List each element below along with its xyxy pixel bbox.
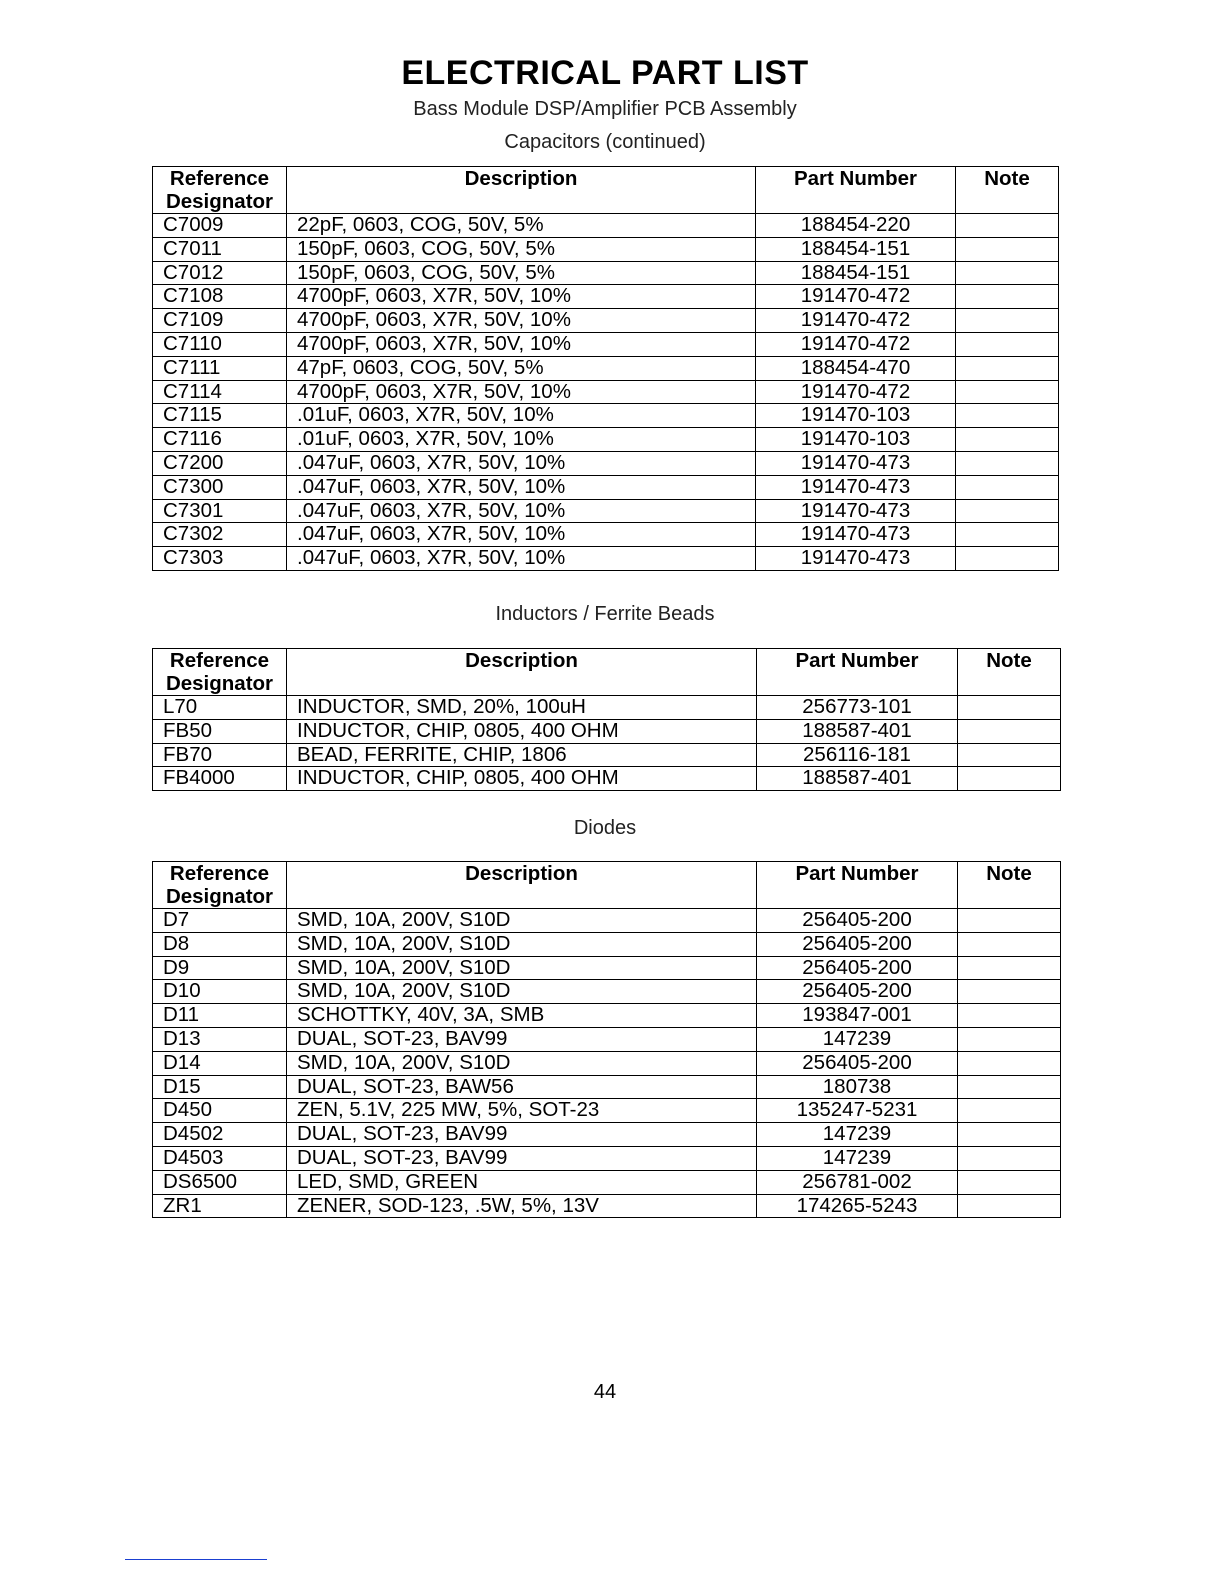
cell-note: [958, 1075, 1061, 1099]
cell-note: [956, 285, 1059, 309]
cell-note: [958, 909, 1061, 933]
cell-description: BEAD, FERRITE, CHIP, 1806: [287, 743, 757, 767]
cell-part-number: 191470-473: [756, 451, 956, 475]
cell-reference-designator: C7301: [153, 499, 287, 523]
cell-note: [958, 1051, 1061, 1075]
cell-reference-designator: C7009: [153, 214, 287, 238]
cell-reference-designator: DS6500: [153, 1170, 287, 1194]
table-row: [153, 214, 1059, 238]
cell-reference-designator: D450: [153, 1099, 287, 1123]
section-heading-inductors: Inductors / Ferrite Beads: [495, 603, 715, 625]
inductors-table: [152, 648, 1061, 791]
cell-description: DUAL, SOT-23, BAV99: [287, 1027, 757, 1051]
cell-note: [958, 719, 1061, 743]
header-description: Description: [287, 649, 757, 696]
cell-description: 47pF, 0603, COG, 50V, 5%: [287, 356, 756, 380]
table-row: [153, 932, 1061, 956]
page-title: ELECTRICAL PART LIST: [401, 54, 809, 92]
cell-part-number: 191470-472: [756, 332, 956, 356]
header-ref-line1: Reference: [169, 862, 270, 885]
header-ref-line1: Reference: [169, 167, 270, 190]
table-row: [153, 356, 1059, 380]
cell-note: [958, 1194, 1061, 1218]
cell-description: .047uF, 0603, X7R, 50V, 10%: [287, 499, 756, 523]
table-row: [153, 719, 1061, 743]
table-header-row: [153, 862, 1061, 909]
table-row: [153, 909, 1061, 933]
cell-description: SMD, 10A, 200V, S10D: [287, 909, 757, 933]
cell-part-number: 256405-200: [757, 932, 958, 956]
header-ref-line2: Designator: [165, 190, 274, 213]
cell-part-number: 256405-200: [757, 980, 958, 1004]
cell-part-number: 191470-472: [756, 285, 956, 309]
cell-reference-designator: C7108: [153, 285, 287, 309]
cell-description: 150pF, 0603, COG, 50V, 5%: [287, 237, 756, 261]
table-row: [153, 1170, 1061, 1194]
header-note: Note: [956, 167, 1059, 214]
cell-description: LED, SMD, GREEN: [287, 1170, 757, 1194]
cell-description: DUAL, SOT-23, BAW56: [287, 1075, 757, 1099]
table-row: [153, 956, 1061, 980]
cell-reference-designator: FB50: [153, 719, 287, 743]
cell-part-number: 174265-5243: [757, 1194, 958, 1218]
cell-part-number: 180738: [757, 1075, 958, 1099]
cell-description: INDUCTOR, SMD, 20%, 100uH: [287, 696, 757, 720]
cell-part-number: 191470-472: [756, 309, 956, 333]
cell-part-number: 188454-220: [756, 214, 956, 238]
cell-description: SCHOTTKY, 40V, 3A, SMB: [287, 1004, 757, 1028]
cell-part-number: 147239: [757, 1027, 958, 1051]
cell-part-number: 256773-101: [757, 696, 958, 720]
table-row: [153, 767, 1061, 791]
cell-part-number: 188587-401: [757, 767, 958, 791]
cell-reference-designator: D14: [153, 1051, 287, 1075]
cell-description: 4700pF, 0603, X7R, 50V, 10%: [287, 332, 756, 356]
cell-reference-designator: C7109: [153, 309, 287, 333]
cell-reference-designator: C7111: [153, 356, 287, 380]
table-row: [153, 743, 1061, 767]
header-reference-designator: [153, 167, 287, 214]
cell-part-number: 191470-103: [756, 428, 956, 452]
cell-part-number: 135247-5231: [757, 1099, 958, 1123]
table-row: [153, 475, 1059, 499]
cell-note: [958, 956, 1061, 980]
cell-reference-designator: D13: [153, 1027, 287, 1051]
cell-part-number: 188454-151: [756, 237, 956, 261]
cell-description: SMD, 10A, 200V, S10D: [287, 932, 757, 956]
cell-description: 4700pF, 0603, X7R, 50V, 10%: [287, 309, 756, 333]
cell-reference-designator: C7303: [153, 547, 287, 571]
cell-note: [956, 499, 1059, 523]
header-note: Note: [958, 649, 1061, 696]
cell-reference-designator: D7: [153, 909, 287, 933]
header-description: Description: [287, 862, 757, 909]
cell-reference-designator: C7012: [153, 261, 287, 285]
capacitors-table: [152, 166, 1059, 571]
header-description: Description: [287, 167, 756, 214]
cell-part-number: 256116-181: [757, 743, 958, 767]
table-row: [153, 261, 1059, 285]
cell-note: [958, 1146, 1061, 1170]
header-part-number: Part Number: [756, 167, 956, 214]
table-row: [153, 451, 1059, 475]
table-row: [153, 285, 1059, 309]
cell-note: [958, 696, 1061, 720]
cell-reference-designator: D9: [153, 956, 287, 980]
header-ref-line2: Designator: [165, 885, 274, 908]
cell-description: INDUCTOR, CHIP, 0805, 400 OHM: [287, 719, 757, 743]
cell-note: [956, 214, 1059, 238]
cell-note: [956, 261, 1059, 285]
diodes-table: [152, 861, 1061, 1218]
cell-part-number: 193847-001: [757, 1004, 958, 1028]
table-row: [153, 980, 1061, 1004]
cell-reference-designator: C7110: [153, 332, 287, 356]
cell-note: [958, 1004, 1061, 1028]
cell-part-number: 256405-200: [757, 909, 958, 933]
cell-description: SMD, 10A, 200V, S10D: [287, 956, 757, 980]
cell-description: SMD, 10A, 200V, S10D: [287, 980, 757, 1004]
cell-description: 4700pF, 0603, X7R, 50V, 10%: [287, 285, 756, 309]
cell-part-number: 256405-200: [757, 956, 958, 980]
cell-description: 4700pF, 0603, X7R, 50V, 10%: [287, 380, 756, 404]
cell-reference-designator: L70: [153, 696, 287, 720]
cell-part-number: 191470-473: [756, 475, 956, 499]
cell-reference-designator: FB70: [153, 743, 287, 767]
section-heading-capacitors: Capacitors (continued): [504, 131, 706, 153]
header-part-number: Part Number: [757, 649, 958, 696]
cell-description: 150pF, 0603, COG, 50V, 5%: [287, 261, 756, 285]
cell-reference-designator: D8: [153, 932, 287, 956]
table-row: [153, 1146, 1061, 1170]
table-body: [153, 909, 1061, 1218]
cell-description: DUAL, SOT-23, BAV99: [287, 1146, 757, 1170]
cell-part-number: 191470-472: [756, 380, 956, 404]
cell-note: [958, 743, 1061, 767]
footer-rule: [125, 1559, 267, 1560]
cell-reference-designator: D10: [153, 980, 287, 1004]
cell-reference-designator: C7114: [153, 380, 287, 404]
table-row: [153, 380, 1059, 404]
cell-description: ZENER, SOD-123, .5W, 5%, 13V: [287, 1194, 757, 1218]
table-row: [153, 1004, 1061, 1028]
cell-part-number: 188587-401: [757, 719, 958, 743]
table-row: [153, 499, 1059, 523]
table-row: [153, 1099, 1061, 1123]
cell-note: [956, 332, 1059, 356]
cell-reference-designator: C7116: [153, 428, 287, 452]
cell-part-number: 147239: [757, 1146, 958, 1170]
table-row: [153, 428, 1059, 452]
cell-description: SMD, 10A, 200V, S10D: [287, 1051, 757, 1075]
table-row: [153, 1194, 1061, 1218]
cell-part-number: 256781-002: [757, 1170, 958, 1194]
cell-description: .047uF, 0603, X7R, 50V, 10%: [287, 451, 756, 475]
table-row: [153, 523, 1059, 547]
cell-note: [958, 767, 1061, 791]
cell-part-number: 188454-151: [756, 261, 956, 285]
header-reference-designator: [153, 862, 287, 909]
cell-note: [958, 1027, 1061, 1051]
table-row: [153, 332, 1059, 356]
cell-description: INDUCTOR, CHIP, 0805, 400 OHM: [287, 767, 757, 791]
cell-description: ZEN, 5.1V, 225 MW, 5%, SOT-23: [287, 1099, 757, 1123]
cell-reference-designator: C7200: [153, 451, 287, 475]
table-header-row: [153, 649, 1061, 696]
table-header-row: [153, 167, 1059, 214]
cell-part-number: 188454-470: [756, 356, 956, 380]
table-body: [153, 696, 1061, 791]
cell-note: [956, 475, 1059, 499]
cell-note: [956, 309, 1059, 333]
cell-reference-designator: D4503: [153, 1146, 287, 1170]
section-heading-diodes: Diodes: [573, 817, 637, 839]
cell-note: [956, 523, 1059, 547]
table-row: [153, 1075, 1061, 1099]
table-row: [153, 309, 1059, 333]
table-row: [153, 237, 1059, 261]
cell-reference-designator: D15: [153, 1075, 287, 1099]
cell-note: [956, 404, 1059, 428]
cell-note: [956, 380, 1059, 404]
header-ref-line1: Reference: [169, 649, 270, 672]
cell-part-number: 256405-200: [757, 1051, 958, 1075]
cell-part-number: 191470-103: [756, 404, 956, 428]
table-row: [153, 404, 1059, 428]
cell-reference-designator: D4502: [153, 1123, 287, 1147]
cell-description: .01uF, 0603, X7R, 50V, 10%: [287, 428, 756, 452]
cell-reference-designator: D11: [153, 1004, 287, 1028]
cell-note: [958, 1123, 1061, 1147]
cell-part-number: 191470-473: [756, 499, 956, 523]
table-row: [153, 1027, 1061, 1051]
cell-note: [958, 932, 1061, 956]
cell-reference-designator: ZR1: [153, 1194, 287, 1218]
table-body: [153, 214, 1059, 571]
cell-reference-designator: C7011: [153, 237, 287, 261]
cell-description: .047uF, 0603, X7R, 50V, 10%: [287, 523, 756, 547]
cell-note: [958, 1170, 1061, 1194]
cell-note: [958, 1099, 1061, 1123]
header-part-number: Part Number: [757, 862, 958, 909]
cell-note: [956, 356, 1059, 380]
table-row: [153, 1051, 1061, 1075]
table-row: [153, 1123, 1061, 1147]
cell-part-number: 147239: [757, 1123, 958, 1147]
header-ref-line2: Designator: [165, 672, 274, 695]
cell-description: DUAL, SOT-23, BAV99: [287, 1123, 757, 1147]
cell-note: [958, 980, 1061, 1004]
table-row: [153, 547, 1059, 571]
cell-reference-designator: C7115: [153, 404, 287, 428]
cell-note: [956, 428, 1059, 452]
cell-description: .01uF, 0603, X7R, 50V, 10%: [287, 404, 756, 428]
cell-description: .047uF, 0603, X7R, 50V, 10%: [287, 547, 756, 571]
header-note: Note: [958, 862, 1061, 909]
page-number: 44: [593, 1381, 617, 1403]
cell-note: [956, 237, 1059, 261]
cell-reference-designator: FB4000: [153, 767, 287, 791]
cell-part-number: 191470-473: [756, 523, 956, 547]
cell-note: [956, 451, 1059, 475]
cell-reference-designator: C7300: [153, 475, 287, 499]
cell-reference-designator: C7302: [153, 523, 287, 547]
cell-description: 22pF, 0603, COG, 50V, 5%: [287, 214, 756, 238]
header-reference-designator: [153, 649, 287, 696]
cell-note: [956, 547, 1059, 571]
cell-part-number: 191470-473: [756, 547, 956, 571]
table-row: [153, 696, 1061, 720]
page-subtitle: Bass Module DSP/Amplifier PCB Assembly: [413, 98, 797, 120]
cell-description: .047uF, 0603, X7R, 50V, 10%: [287, 475, 756, 499]
